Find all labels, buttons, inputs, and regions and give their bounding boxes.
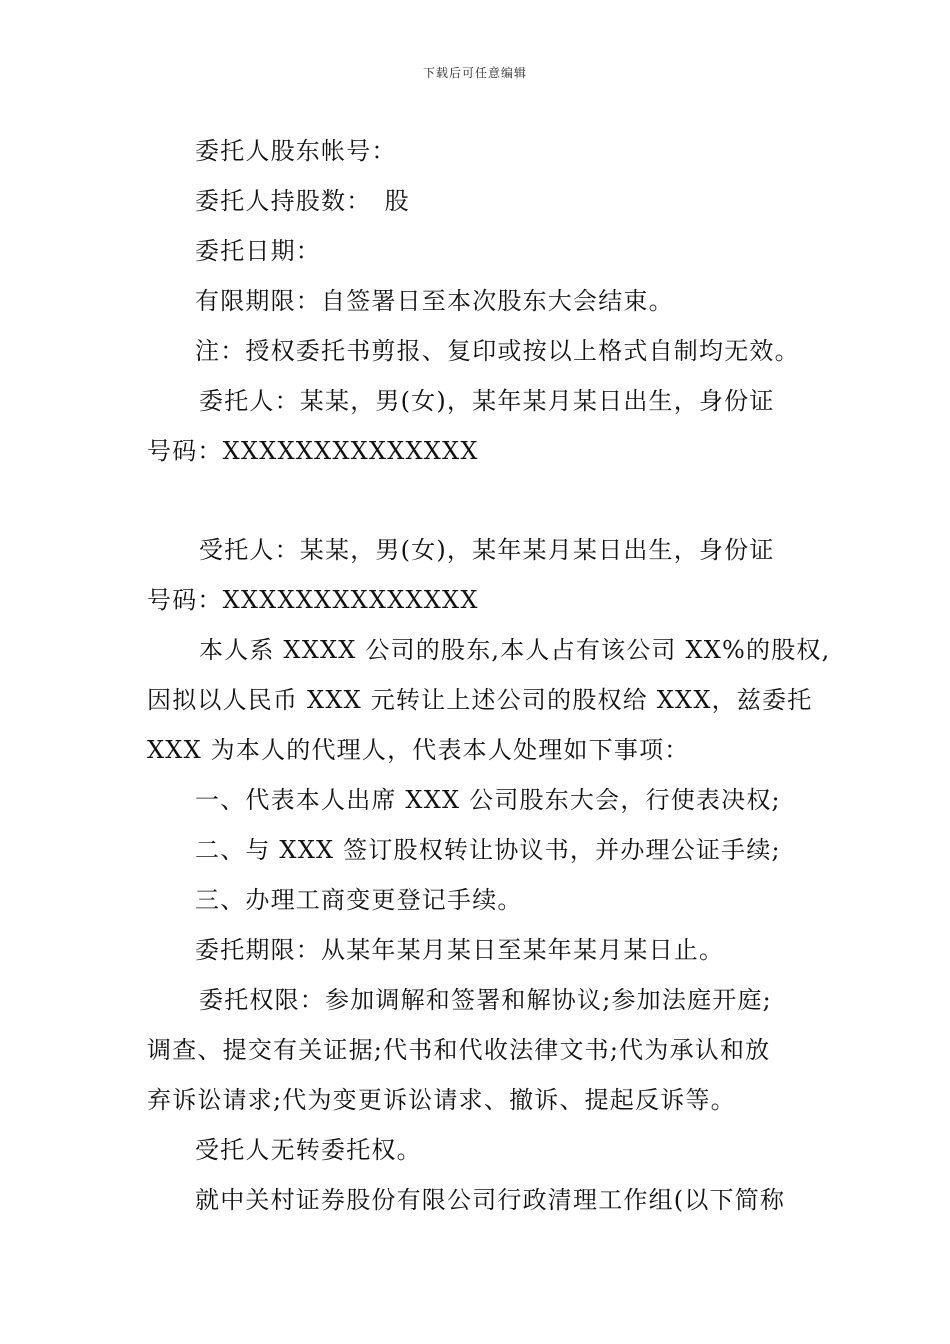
validity-period-line: 有限期限：自签署日至本次股东大会结束。 (195, 287, 674, 315)
agent-line-2: 号码：XXXXXXXXXXXXXX (147, 586, 479, 614)
statement-line-3: XXX 为本人的代理人，代表本人处理如下事项： (147, 736, 690, 764)
note-line: 注：授权委托书剪报、复印或按以上格式自制均无效。 (195, 337, 800, 365)
item-one: 一、代表本人出席 XXX 公司股东大会，行使表决权; (195, 786, 781, 814)
agent-line-1: 受托人：某某，男(女)，某年某月某日出生，身份证 (199, 536, 775, 564)
entrust-date-line: 委托日期： (195, 237, 321, 265)
authority-paragraph (147, 975, 809, 1125)
principal-paragraph (147, 376, 809, 476)
shares-held-line: 委托人持股数： 股 (195, 187, 410, 215)
blank-line (147, 476, 809, 525)
item-three: 三、办理工商变更登记手续。 (195, 886, 523, 914)
authority-line-1: 委托权限：参加调解和签署和解协议;参加法庭开庭; (199, 986, 772, 1014)
item-two: 二、与 XXX 签订股权转让协议书，并办理公证手续; (195, 836, 781, 864)
last-line: 就中关村证券股份有限公司行政清理工作组(以下简称 (195, 1186, 786, 1214)
statement-line-2: 因拟以人民币 XXX 元转让上述公司的股权给 XXX，兹委托 (147, 686, 813, 714)
document-body (147, 126, 831, 1225)
statement-paragraph (147, 625, 831, 775)
principal-line-2: 号码：XXXXXXXXXXXXXX (147, 437, 479, 465)
shareholder-account-line: 委托人股东帐号： (195, 137, 397, 165)
entrust-term-line: 委托期限：从某年某月某日至某年某月某日止。 (195, 936, 725, 964)
agent-paragraph (147, 525, 809, 625)
no-subdelegation-line: 受托人无转委托权。 (195, 1136, 422, 1164)
page-header: 下载后可任意编辑 (422, 66, 527, 80)
authority-line-3: 弃诉讼请求;代为变更诉讼请求、撤诉、提起反诉等。 (147, 1086, 736, 1114)
statement-line-1: 本人系 XXXX 公司的股东,本人占有该公司 XX%的股权, (199, 636, 831, 664)
authority-line-2: 调查、提交有关证据;代书和代收法律文书;代为承认和放 (147, 1036, 771, 1064)
principal-line-1: 委托人：某某，男(女)，某年某月某日出生，身份证 (199, 387, 775, 415)
